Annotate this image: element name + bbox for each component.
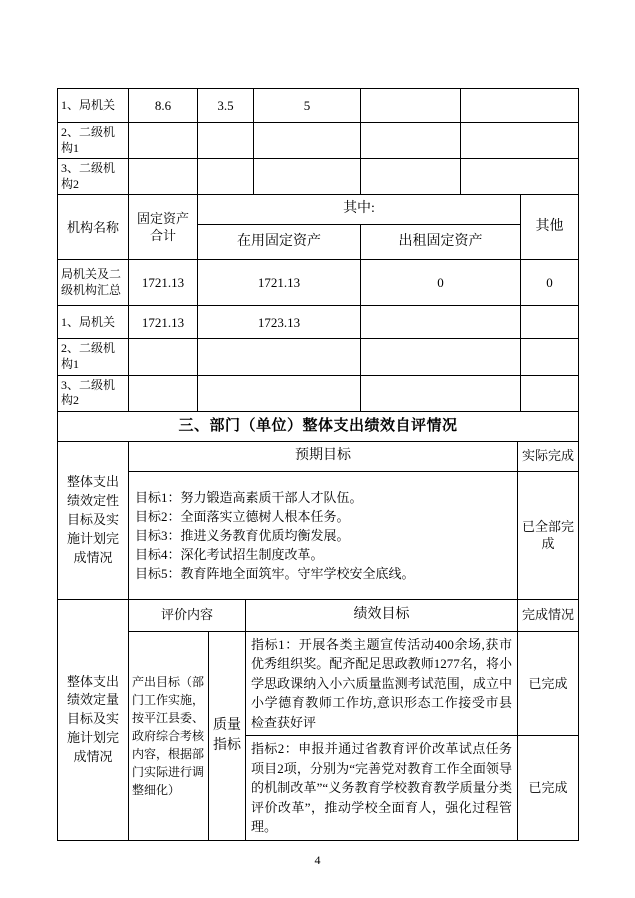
report-tables <box>57 88 578 841</box>
output-goal-cell: 产出目标（部门工作实施，按平江县委、政府综合考核内容，根据部门实际进行调整细化） <box>129 631 209 840</box>
qualitative-row-header: 整体支出绩效定性目标及实施计划完成情况 <box>58 441 129 599</box>
table-header-row <box>58 441 579 471</box>
value-cell <box>461 89 579 123</box>
value-cell <box>254 159 361 195</box>
rented-cell <box>361 306 521 339</box>
value-cell <box>361 123 461 159</box>
table-row <box>58 631 579 736</box>
section-title: 三、部门（单位）整体支出绩效自评情况 <box>58 411 579 441</box>
completion-status-header: 完成情况 <box>518 599 579 631</box>
expected-goal-header: 预期目标 <box>129 441 518 471</box>
table-header-row <box>58 195 579 225</box>
table-row <box>58 471 579 599</box>
org-name-cell: 局机关及二级机构汇总 <box>58 260 129 306</box>
actual-completion-cell: 已全部完成 <box>518 471 579 599</box>
value-cell <box>129 159 198 195</box>
table-row <box>58 306 579 339</box>
rented-cell <box>361 339 521 375</box>
section-title-row <box>58 411 579 441</box>
value-cell <box>198 123 254 159</box>
value-cell: 3.5 <box>198 89 254 123</box>
indicator-status-cell: 已完成 <box>518 736 579 841</box>
value-cell <box>461 159 579 195</box>
total-cell: 1721.13 <box>129 306 198 339</box>
org-name-cell: 2、二级机构1 <box>58 123 129 159</box>
quantitative-indicators-table <box>57 599 579 841</box>
org-name-cell: 1、局机关 <box>58 306 129 339</box>
table-row <box>58 89 579 123</box>
in-use-cell <box>198 375 361 411</box>
rented-cell: 0 <box>361 260 521 306</box>
value-cell <box>361 89 461 123</box>
evaluation-content-header: 评价内容 <box>129 599 246 631</box>
goal-item: 目标2：全面落实立德树人根本任务。 <box>135 508 350 524</box>
actual-completion-header: 实际完成 <box>518 441 579 471</box>
among-header: 其中: <box>198 195 521 225</box>
page-number: 4 <box>314 853 321 867</box>
total-cell: 1721.13 <box>129 260 198 306</box>
indicator-text-cell: 指标2：申报并通过省教育评价改革试点任务项目2项，分别为“完善党对教育工作全面领导的机制改革”“义务教育学校教育教学质量分类评价改革”，推动学校全面育人，强化过程管理。 <box>246 736 518 841</box>
goal-item: 目标1：努力锻造高素质干部人才队伍。 <box>135 489 363 505</box>
indicator-status-cell: 已完成 <box>518 631 579 736</box>
asset-values-table <box>57 88 579 195</box>
table-header-row <box>58 599 579 631</box>
table-row <box>58 260 579 306</box>
quantitative-row-header: 整体支出绩效定量目标及实施计划完成情况 <box>58 599 129 840</box>
org-name-cell: 3、二级机构2 <box>58 375 129 411</box>
indicator-text-cell: 指标1：开展各类主题宣传活动400余场,获市优秀组织奖。配齐配足思政教师1277名，将小学思政课纳入小六质量监测考试范围，成立中小学德育教师工作坊,意识形态工作接受市县检查获好评 <box>246 631 518 736</box>
org-name-cell: 2、二级机构1 <box>58 339 129 375</box>
value-cell <box>461 123 579 159</box>
table-row <box>58 123 579 159</box>
table-row <box>58 375 579 411</box>
value-cell <box>254 123 361 159</box>
in-use-cell: 1721.13 <box>198 260 361 306</box>
value-cell <box>198 159 254 195</box>
goal-item: 目标4：深化考试招生制度改革。 <box>135 546 324 562</box>
qualitative-goals-table <box>57 441 579 600</box>
in-use-header: 在用固定资产 <box>198 225 361 260</box>
other-cell: 0 <box>521 260 579 306</box>
org-name-header: 机构名称 <box>58 195 129 260</box>
goal-item: 目标5：教育阵地全面筑牢。守牢学校安全底线。 <box>135 565 415 581</box>
value-cell <box>129 123 198 159</box>
goal-item: 目标3：推进义务教育优质均衡发展。 <box>135 527 350 543</box>
other-cell <box>521 306 579 339</box>
performance-target-header: 绩效目标 <box>246 599 518 631</box>
value-cell: 8.6 <box>129 89 198 123</box>
value-cell: 5 <box>254 89 361 123</box>
total-header: 固定资产合计 <box>129 195 198 260</box>
in-use-cell <box>198 339 361 375</box>
fixed-assets-table <box>57 194 579 411</box>
total-cell <box>129 339 198 375</box>
other-cell <box>521 339 579 375</box>
other-cell <box>521 375 579 411</box>
org-name-cell: 1、局机关 <box>58 89 129 123</box>
table-row <box>58 159 579 195</box>
rented-header: 出租固定资产 <box>361 225 521 260</box>
value-cell <box>361 159 461 195</box>
total-cell <box>129 375 198 411</box>
quality-indicator-label: 质量指标 <box>209 631 246 840</box>
rented-cell <box>361 375 521 411</box>
section-title-table <box>57 411 579 442</box>
table-row <box>58 339 579 375</box>
other-header: 其他 <box>521 195 579 260</box>
in-use-cell: 1723.13 <box>198 306 361 339</box>
goals-cell <box>129 471 518 599</box>
org-name-cell: 3、二级机构2 <box>58 159 129 195</box>
